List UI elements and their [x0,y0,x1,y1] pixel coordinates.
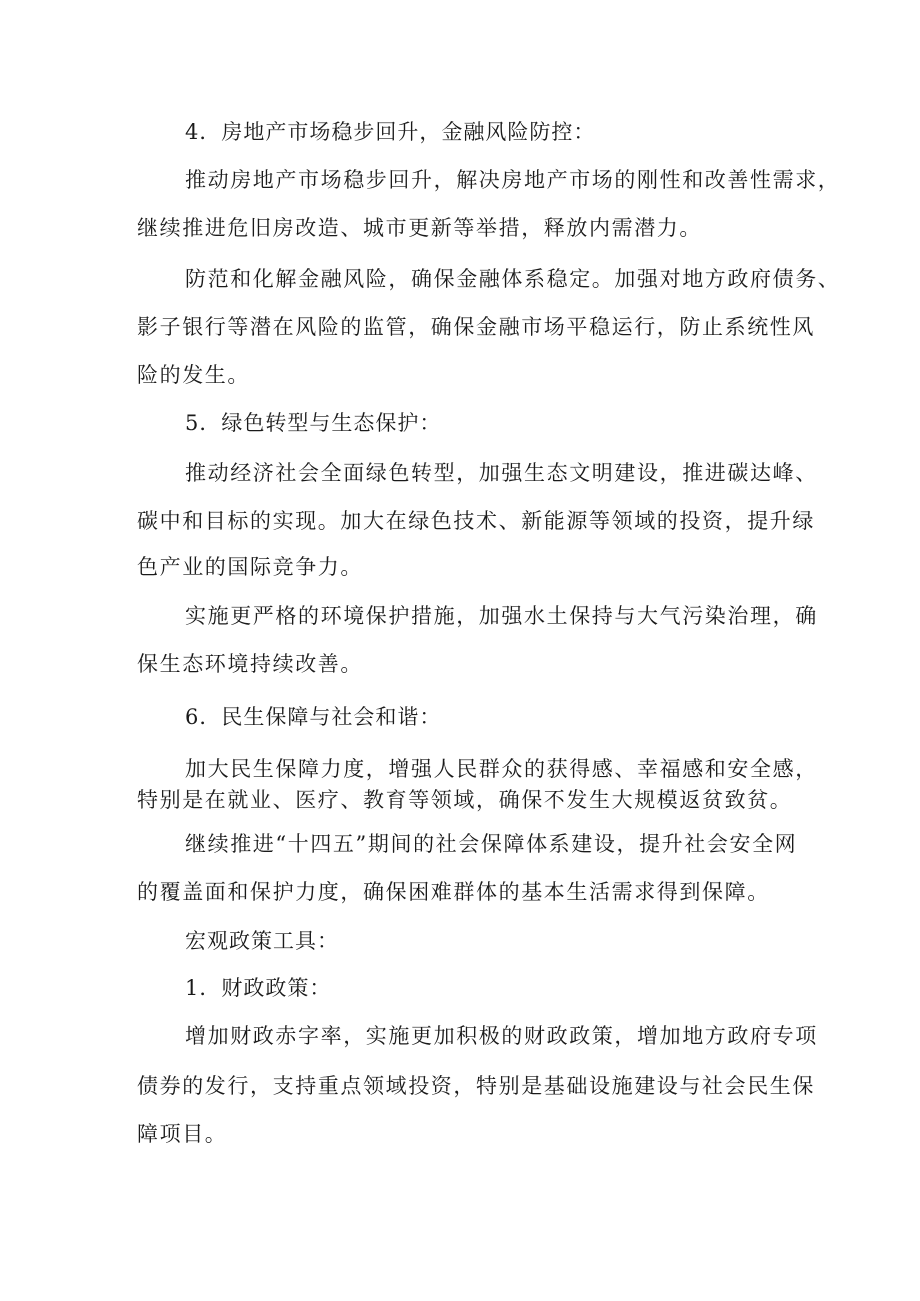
section-heading-fiscal-policy: 1．财政政策： [185,976,332,1000]
paragraph-line: 推动经济社会全面绿色转型，加强生态文明建设，推进碳达峰、 [185,461,818,485]
paragraph-line: 的覆盖面和保护力度，确保困难群体的基本生活需求得到保障。 [137,880,770,904]
section-heading-macro-tools: 宏观政策工具： [185,929,339,953]
paragraph-line: 影子银行等潜在风险的监管，确保金融市场平稳运行，防止系统性风 [137,315,815,339]
paragraph-line: 碳中和目标的实现。加大在绿色技术、新能源等领域的投资，提升绿 [137,509,815,533]
paragraph-line: 险的发生。 [137,363,250,387]
paragraph-line: 继续推进“十四五”期间的社会保障体系建设，提升社会安全网 [185,832,798,856]
paragraph-line: 实施更严格的环境保护措施，加强水土保持与大气污染治理，确 [185,604,818,628]
paragraph-line: 推动房地产市场稳步回升，解决房地产市场的刚性和改善性需求， [185,168,841,192]
paragraph-line: 债券的发行，支持重点领域投资，特别是基础设施建设与社会民生保 [137,1074,815,1098]
paragraph-line: 防范和化解金融风险，确保金融体系稳定。加强对地方政府债务、 [185,267,841,291]
section-heading-4: 4．房地产市场稳步回升，金融风险防控： [185,120,596,144]
paragraph-line: 保生态环境持续改善。 [137,652,363,676]
paragraph-line: 增加财政赤字率，实施更加积极的财政政策，增加地方政府专项 [185,1024,818,1048]
section-heading-6: 6．民生保障与社会和谐： [185,705,442,729]
paragraph-line: 继续推进危旧房改造、城市更新等举措，释放内需潜力。 [137,216,702,240]
paragraph-line: 特别是在就业、医疗、教育等领域，确保不发生大规模返贫致贫。 [137,788,793,812]
paragraph-line: 障项目。 [137,1122,228,1146]
paragraph-line: 加大民生保障力度，增强人民群众的获得感、幸福感和安全感， [185,757,818,781]
section-heading-5: 5．绿色转型与生态保护： [185,411,442,435]
paragraph-line: 色产业的国际竞争力。 [137,555,363,579]
